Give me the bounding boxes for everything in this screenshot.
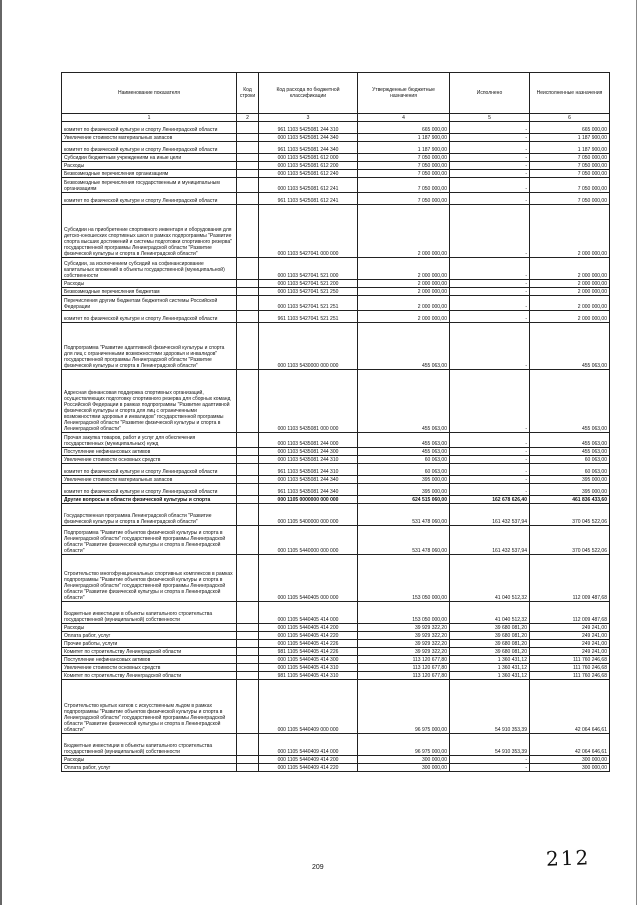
column-number: 4 [358, 114, 450, 122]
table-row [62, 288, 610, 296]
row-executed: - [450, 370, 530, 433]
row-name: Подпрограмма "Развитие адаптивной физической культуры и спорта для лиц с ограниченными возможностями здоровья и инвалидов" государственной программы Ленинградской области "Развитие физической культуры и спорта в Ленинградской области" [62, 323, 237, 370]
row-approved: 7 050 000,00 [358, 154, 450, 162]
row-approved: 624 515 060,00 [358, 496, 450, 504]
row-name: комитет по физической культуре и спорту Ленинградской области [62, 311, 237, 323]
row-approved: 153 050 000,00 [358, 602, 450, 624]
row-code [237, 496, 259, 504]
row-unexecuted: 665 000,00 [530, 122, 610, 134]
row-executed: - [450, 162, 530, 170]
row-approved: 39 929 322,20 [358, 632, 450, 640]
row-classification-code: 000 1103 5425081 612 000 [259, 154, 358, 162]
row-approved: 113 120 677,80 [358, 664, 450, 672]
row-unexecuted: 2 000 000,00 [530, 288, 610, 296]
row-code [237, 134, 259, 142]
row-name: комитет по физической культуре и спорту Ленинградской области [62, 122, 237, 134]
row-classification-code: 000 1103 5435081 244 000 [259, 433, 358, 448]
row-code [237, 288, 259, 296]
row-unexecuted: 249 241,00 [530, 648, 610, 656]
row-approved: 1 187 900,00 [358, 134, 450, 142]
row-classification-code: 000 1105 5440000 000 000 [259, 526, 358, 555]
row-name: Расходы [62, 624, 237, 632]
row-unexecuted: 112 009 487,68 [530, 555, 610, 602]
row-approved: 153 050 000,00 [358, 555, 450, 602]
row-executed: 39 680 081,20 [450, 648, 530, 656]
row-executed: - [450, 464, 530, 476]
row-unexecuted: 1 187 900,00 [530, 134, 610, 142]
row-unexecuted: 395 000,00 [530, 484, 610, 496]
row-approved: 2 000 000,00 [358, 296, 450, 311]
row-unexecuted: 2 000 000,00 [530, 296, 610, 311]
row-classification-code: 000 1105 5440405 414 000 [259, 602, 358, 624]
row-unexecuted: 60 063,00 [530, 456, 610, 464]
table-row [62, 680, 610, 734]
row-executed: - [450, 448, 530, 456]
row-approved: 395 000,00 [358, 484, 450, 496]
row-name: Увеличение стоимости основных средств [62, 456, 237, 464]
table-row [62, 193, 610, 205]
row-name: Поступление нефинансовых активов [62, 448, 237, 456]
row-approved: 1 187 900,00 [358, 142, 450, 154]
row-unexecuted: 455 063,00 [530, 448, 610, 456]
row-name: Субсидии на приобретение спортивного инвентаря и оборудования для детско-юношеских спортивных школ в рамках подпрограммы "Развитие спорта высших достижений и системы подготовки спортивного резерва" государственной программы Ленинградской области "Развитие физической культуры и спорта в Ленинградской области" [62, 205, 237, 258]
row-name: комитет по физической культуре и спорту Ленинградской области [62, 464, 237, 476]
row-unexecuted: 300 000,00 [530, 756, 610, 764]
row-executed: 1 360 431,12 [450, 664, 530, 672]
table-row [62, 142, 610, 154]
row-approved: 665 000,00 [358, 122, 450, 134]
row-executed: - [450, 456, 530, 464]
row-approved: 39 929 322,20 [358, 640, 450, 648]
row-name: комитет по физической культуре и спорту Ленинградской области [62, 142, 237, 154]
row-approved: 39 929 322,20 [358, 648, 450, 656]
row-unexecuted: 455 063,00 [530, 323, 610, 370]
scan-edge-right [636, 0, 637, 905]
budget-execution-table [61, 72, 610, 772]
row-approved: 7 050 000,00 [358, 162, 450, 170]
row-approved: 395 000,00 [358, 476, 450, 484]
row-unexecuted: 395 000,00 [530, 476, 610, 484]
table-row [62, 311, 610, 323]
row-name: Другие вопросы в области физической культуры и спорта [62, 496, 237, 504]
row-executed: - [450, 134, 530, 142]
row-classification-code: 000 1103 5427041 521 200 [259, 280, 358, 288]
row-code [237, 555, 259, 602]
table-row [62, 555, 610, 602]
row-executed: - [450, 764, 530, 772]
row-approved: 455 063,00 [358, 323, 450, 370]
row-name: Подпрограмма "Развитие объектов физической культуры и спорта в Ленинградской области" государственной программы Ленинградской области "Развитие физической культуры и спорта в Ленинградской области" [62, 526, 237, 555]
row-executed: 1 360 431,12 [450, 672, 530, 680]
row-code [237, 476, 259, 484]
row-name: Увеличение стоимости материальных запасов [62, 134, 237, 142]
row-classification-code: 000 1103 5427041 000 000 [259, 205, 358, 258]
row-code [237, 764, 259, 772]
header-code: Код строки [237, 73, 259, 114]
row-name: Бюджетные инвестиции в объекты капитального строительства государственной (муниципальной) собственности [62, 734, 237, 756]
row-name: Оплата работ, услуг [62, 764, 237, 772]
row-executed: 1 360 431,12 [450, 656, 530, 664]
row-name: Комитет по строительству Ленинградской области [62, 672, 237, 680]
row-unexecuted: 111 760 246,68 [530, 672, 610, 680]
table-row [62, 602, 610, 624]
row-unexecuted: 7 050 000,00 [530, 154, 610, 162]
row-executed: - [450, 193, 530, 205]
row-name: Безвозмездные перечисления организациям [62, 170, 237, 178]
row-unexecuted: 370 045 522,06 [530, 526, 610, 555]
row-name: Строительство многофункциональных спортивных комплексов в рамках подпрограммы "Развитие объектов физической культуры и спорта в Ленинградской области" государственной программы Ленинградской области "Развитие физической культуры и спорта в Ленинградской области" [62, 555, 237, 602]
table-row [62, 756, 610, 764]
row-unexecuted: 1 187 900,00 [530, 142, 610, 154]
row-classification-code: 981 1105 5440405 414 226 [259, 648, 358, 656]
row-name: Оплата работ, услуг [62, 632, 237, 640]
row-classification-code: 000 1103 5425081 612 241 [259, 178, 358, 193]
table-row [62, 162, 610, 170]
row-name: Государственная программа Ленинградской области "Развитие физической культуры и спорта в Ленинградской области" [62, 504, 237, 526]
row-approved: 113 120 677,80 [358, 656, 450, 664]
row-classification-code: 000 1103 5425081 244 340 [259, 134, 358, 142]
row-classification-code: 000 1103 5435081 244 340 [259, 476, 358, 484]
row-classification-code: 961 1103 5435081 244 340 [259, 484, 358, 496]
table-row [62, 672, 610, 680]
row-name: Увеличение стоимости основных средств [62, 664, 237, 672]
row-unexecuted: 112 009 487,68 [530, 602, 610, 624]
row-approved: 7 050 000,00 [358, 178, 450, 193]
row-classification-code: 000 1103 5435081 244 300 [259, 448, 358, 456]
table-row [62, 456, 610, 464]
table-row [62, 433, 610, 448]
row-unexecuted: 249 241,00 [530, 632, 610, 640]
row-classification-code: 000 1103 5430000 000 000 [259, 323, 358, 370]
row-classification-code: 000 1105 5440405 000 000 [259, 555, 358, 602]
row-approved: 60 063,00 [358, 464, 450, 476]
table-row [62, 154, 610, 162]
row-classification-code: 000 1105 5440405 414 226 [259, 640, 358, 648]
row-unexecuted: 249 241,00 [530, 640, 610, 648]
row-unexecuted: 2 000 000,00 [530, 205, 610, 258]
table-row [62, 258, 610, 280]
row-executed: - [450, 296, 530, 311]
row-unexecuted: 7 050 000,00 [530, 193, 610, 205]
row-name: Бюджетные инвестиции в объекты капитального строительства государственной (муниципальной) собственности [62, 602, 237, 624]
table-row [62, 504, 610, 526]
row-executed: - [450, 288, 530, 296]
scan-edge-left [0, 0, 2, 905]
row-executed: - [450, 205, 530, 258]
row-code [237, 142, 259, 154]
row-approved: 39 929 322,20 [358, 624, 450, 632]
page-number: 209 [312, 864, 324, 871]
row-executed: - [450, 280, 530, 288]
header-executed: Исполнено [450, 73, 530, 114]
row-name: Расходы [62, 280, 237, 288]
row-name: Увеличение стоимости материальных запасов [62, 476, 237, 484]
row-classification-code: 961 1103 5425081 612 241 [259, 193, 358, 205]
row-name: Комитет по строительству Ленинградской области [62, 648, 237, 656]
row-approved: 531 478 060,00 [358, 504, 450, 526]
column-number: 2 [237, 114, 259, 122]
row-classification-code: 000 1105 5440405 414 300 [259, 656, 358, 664]
row-classification-code: 961 1103 5425081 244 340 [259, 142, 358, 154]
row-executed: - [450, 178, 530, 193]
row-name: Расходы [62, 162, 237, 170]
row-approved: 455 063,00 [358, 448, 450, 456]
row-approved: 7 050 000,00 [358, 193, 450, 205]
row-unexecuted: 111 760 246,68 [530, 656, 610, 664]
row-code [237, 640, 259, 648]
row-classification-code: 000 1105 5440405 414 200 [259, 624, 358, 632]
row-code [237, 122, 259, 134]
row-executed: - [450, 756, 530, 764]
row-code [237, 464, 259, 476]
row-name: Субсидии бюджетным учреждениям на иные цели [62, 154, 237, 162]
row-classification-code: 000 1105 5440405 414 310 [259, 664, 358, 672]
table-row [62, 632, 610, 640]
row-classification-code: 000 1103 5427041 521 251 [259, 296, 358, 311]
table-row [62, 734, 610, 756]
row-classification-code: 981 1105 5440405 414 310 [259, 672, 358, 680]
row-name: Субсидии, за исключением субсидий на софинансирование капитальных вложений в объекты государственной (муниципальной) собственности [62, 258, 237, 280]
table-row [62, 764, 610, 772]
row-unexecuted: 2 000 000,00 [530, 311, 610, 323]
row-classification-code: 000 1103 5435081 000 000 [259, 370, 358, 433]
row-executed: - [450, 311, 530, 323]
table-row [62, 464, 610, 476]
row-approved: 2 000 000,00 [358, 311, 450, 323]
row-executed: 162 678 626,40 [450, 496, 530, 504]
column-number: 5 [450, 114, 530, 122]
column-number: 1 [62, 114, 237, 122]
table-row [62, 656, 610, 664]
row-unexecuted: 370 045 522,06 [530, 504, 610, 526]
row-code [237, 154, 259, 162]
table-row [62, 526, 610, 555]
row-executed: 39 680 081,20 [450, 640, 530, 648]
row-approved: 60 063,00 [358, 456, 450, 464]
column-number: 3 [259, 114, 358, 122]
row-unexecuted: 7 050 000,00 [530, 170, 610, 178]
row-classification-code: 000 1105 5440405 414 220 [259, 632, 358, 640]
table-row [62, 448, 610, 456]
table-row [62, 624, 610, 632]
row-classification-code: 000 1103 5427041 521 250 [259, 288, 358, 296]
row-name: Перечисления другим бюджетам бюджетной системы Российской Федерации [62, 296, 237, 311]
row-approved: 2 000 000,00 [358, 280, 450, 288]
row-code [237, 170, 259, 178]
header-classification: Код расхода по бюджетной классификации [259, 73, 358, 114]
table-row [62, 648, 610, 656]
row-code [237, 504, 259, 526]
row-unexecuted: 42 064 646,61 [530, 734, 610, 756]
table-row [62, 323, 610, 370]
table-row [62, 122, 610, 134]
row-name: комитет по физической культуре и спорту Ленинградской области [62, 193, 237, 205]
row-code [237, 258, 259, 280]
column-number-row [62, 114, 610, 122]
row-unexecuted: 42 064 646,61 [530, 680, 610, 734]
row-code [237, 280, 259, 288]
row-executed: 161 432 537,94 [450, 526, 530, 555]
row-name: Поступление нефинансовых активов [62, 656, 237, 664]
table-header-row [62, 73, 610, 114]
row-approved: 2 000 000,00 [358, 258, 450, 280]
row-name: Безвозмездные перечисления государственным и муниципальным организациям [62, 178, 237, 193]
table-row [62, 476, 610, 484]
row-unexecuted: 461 836 433,60 [530, 496, 610, 504]
row-executed: - [450, 170, 530, 178]
row-unexecuted: 60 063,00 [530, 464, 610, 476]
row-approved: 300 000,00 [358, 764, 450, 772]
table-row [62, 664, 610, 672]
row-code [237, 624, 259, 632]
row-unexecuted: 7 050 000,00 [530, 162, 610, 170]
table-row [62, 178, 610, 193]
row-classification-code: 000 1103 5435081 244 310 [259, 456, 358, 464]
row-code [237, 648, 259, 656]
row-executed: - [450, 476, 530, 484]
row-unexecuted: 300 000,00 [530, 764, 610, 772]
row-executed: 54 910 353,39 [450, 680, 530, 734]
row-code [237, 205, 259, 258]
row-executed: - [450, 258, 530, 280]
row-code [237, 672, 259, 680]
row-code [237, 296, 259, 311]
row-executed: - [450, 484, 530, 496]
table-body [62, 122, 610, 772]
row-code [237, 734, 259, 756]
row-unexecuted: 455 063,00 [530, 433, 610, 448]
table-row [62, 134, 610, 142]
row-code [237, 656, 259, 664]
row-classification-code: 000 1105 5400000 000 000 [259, 504, 358, 526]
row-code [237, 370, 259, 433]
row-executed: - [450, 142, 530, 154]
row-executed: - [450, 122, 530, 134]
row-classification-code: 000 1105 5440409 414 200 [259, 756, 358, 764]
row-unexecuted: 2 000 000,00 [530, 258, 610, 280]
row-classification-code: 961 1103 5435081 244 310 [259, 464, 358, 476]
row-classification-code: 000 1103 5427041 521 000 [259, 258, 358, 280]
row-name: Строительство крытых катков с искусственным льдом в рамках подпрограммы "Развитие объектов физической культуры и спорта в Ленинградской области" государственной программы Ленинградской области "Развитие физической культуры и спорта в Ленинградской области" [62, 680, 237, 734]
row-code [237, 526, 259, 555]
handwritten-sheet-number: 212 [545, 845, 591, 871]
row-code [237, 664, 259, 672]
row-name: Прочие работы, услуги [62, 640, 237, 648]
row-code [237, 323, 259, 370]
row-executed: 54 910 353,39 [450, 734, 530, 756]
row-code [237, 162, 259, 170]
row-approved: 455 063,00 [358, 433, 450, 448]
table-row [62, 640, 610, 648]
row-approved: 2 000 000,00 [358, 205, 450, 258]
row-name: Безвозмездные перечисления бюджетам [62, 288, 237, 296]
row-unexecuted: 455 063,00 [530, 370, 610, 433]
row-code [237, 602, 259, 624]
row-classification-code: 000 1103 5425081 612 200 [259, 162, 358, 170]
row-classification-code: 961 1103 5427041 521 251 [259, 311, 358, 323]
row-code [237, 193, 259, 205]
row-code [237, 311, 259, 323]
row-code [237, 756, 259, 764]
row-code [237, 178, 259, 193]
row-name: Расходы [62, 756, 237, 764]
row-code [237, 433, 259, 448]
table-row [62, 205, 610, 258]
row-approved: 96 975 000,00 [358, 680, 450, 734]
table-row [62, 370, 610, 433]
header-name: Наименование показателя [62, 73, 237, 114]
row-name: комитет по физической культуре и спорту Ленинградской области [62, 484, 237, 496]
header-approved: Утвержденные бюджетные назначения [358, 73, 450, 114]
row-unexecuted: 7 050 000,00 [530, 178, 610, 193]
row-approved: 113 120 677,80 [358, 672, 450, 680]
table-row [62, 484, 610, 496]
row-approved: 96 975 000,00 [358, 734, 450, 756]
row-approved: 300 000,00 [358, 756, 450, 764]
row-classification-code: 000 1105 5440409 414 220 [259, 764, 358, 772]
row-classification-code: 000 1105 5440409 000 000 [259, 680, 358, 734]
row-unexecuted: 249 241,00 [530, 624, 610, 632]
table-row [62, 170, 610, 178]
row-approved: 2 000 000,00 [358, 288, 450, 296]
row-classification-code: 961 1103 5425081 244 310 [259, 122, 358, 134]
row-approved: 531 478 060,00 [358, 526, 450, 555]
row-executed: 39 680 081,20 [450, 624, 530, 632]
row-code [237, 484, 259, 496]
row-code [237, 632, 259, 640]
row-executed: - [450, 433, 530, 448]
row-classification-code: 000 1103 5425081 612 240 [259, 170, 358, 178]
row-code [237, 680, 259, 734]
row-executed: 41 040 512,32 [450, 555, 530, 602]
row-code [237, 448, 259, 456]
table-row [62, 496, 610, 504]
row-unexecuted: 111 760 246,68 [530, 664, 610, 672]
row-classification-code: 000 1105 0000000 000 000 [259, 496, 358, 504]
table-row [62, 280, 610, 288]
row-approved: 455 063,00 [358, 370, 450, 433]
column-number: 6 [530, 114, 610, 122]
row-executed: 41 040 512,32 [450, 602, 530, 624]
row-executed: 161 432 537,94 [450, 504, 530, 526]
header-unexecuted: Неисполненные назначения [530, 73, 610, 114]
row-name: Адресная финансовая поддержка спортивных организаций, осуществляющих подготовку спортивного резерва для сборных команд Российской Федерации в рамках подпрограммы "Развитие адаптивной физической культуры и спорта для лиц с ограниченными возможностями здоровья и инвалидов" государственной программы Ленинградской области "Развитие физической культуры и спорта в Ленинградской области" [62, 370, 237, 433]
row-executed: - [450, 323, 530, 370]
table-row [62, 296, 610, 311]
row-name: Прочая закупка товаров, работ и услуг для обеспечения государственных (муниципальных) нужд [62, 433, 237, 448]
row-unexecuted: 2 000 000,00 [530, 280, 610, 288]
row-approved: 7 050 000,00 [358, 170, 450, 178]
row-executed: 39 680 081,20 [450, 632, 530, 640]
row-executed: - [450, 154, 530, 162]
row-code [237, 456, 259, 464]
row-classification-code: 000 1105 5440409 414 000 [259, 734, 358, 756]
